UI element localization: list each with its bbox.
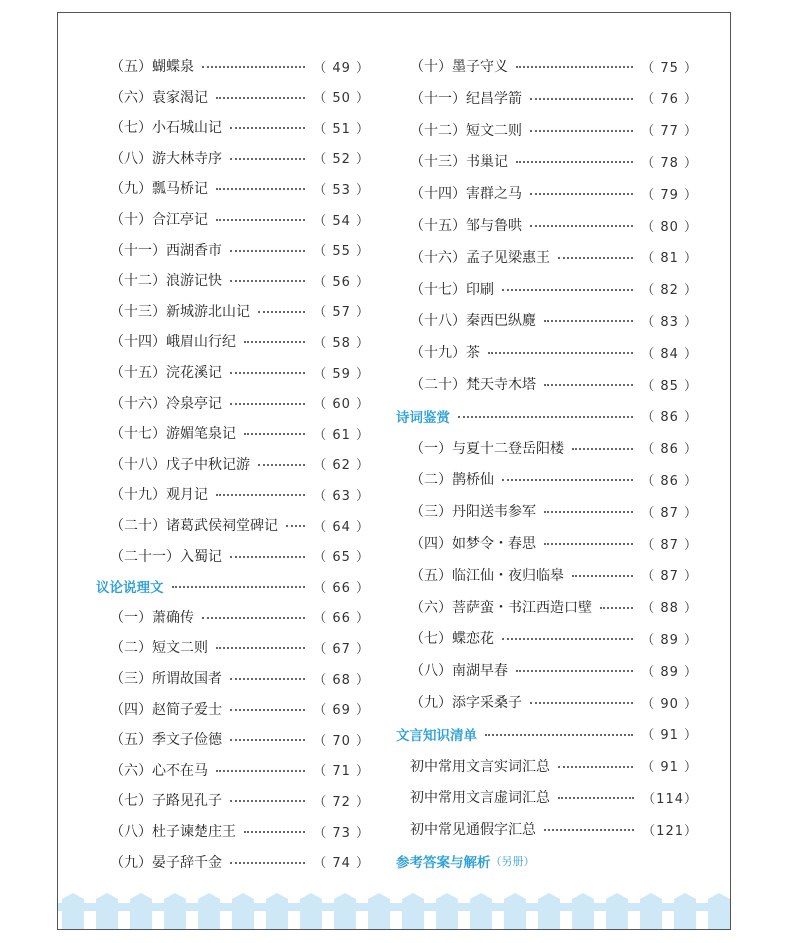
- fence-picket: [606, 893, 628, 929]
- leader-dots: [485, 734, 633, 736]
- leader-dots: [230, 800, 305, 802]
- fence-picket: [402, 893, 424, 929]
- toc-entry-title: （十四）峨眉山行纪: [110, 334, 236, 351]
- page-frame: [57, 12, 731, 930]
- leader-dots: [216, 494, 305, 496]
- toc-entry: [110, 727, 370, 751]
- toc-page-number: （ 54 ）: [313, 213, 370, 229]
- toc-entry-title: （十）合江亭记: [110, 212, 208, 228]
- toc-page-number: （ 73 ）: [313, 825, 370, 841]
- leader-dots: [530, 702, 633, 704]
- leader-dots: [530, 193, 633, 195]
- fence-picket: [572, 893, 594, 929]
- fence-picket: [232, 893, 254, 929]
- toc-entry: [110, 115, 370, 139]
- toc-entry: [110, 268, 370, 292]
- toc-page-number: （ 64 ）: [313, 519, 370, 535]
- toc-page-number: （ 53 ）: [313, 182, 370, 198]
- leader-dots: [502, 479, 633, 481]
- leader-dots: [230, 862, 305, 864]
- toc-entry: [110, 544, 370, 568]
- toc-entry: [110, 421, 370, 445]
- toc-page-number: （ 70 ）: [313, 733, 370, 749]
- toc-entry-title: （七）子路见孔子: [110, 793, 222, 810]
- leader-dots: [230, 678, 305, 680]
- toc-entry: [410, 754, 698, 778]
- toc-entry-title: （十六）孟子见梁惠王: [410, 249, 550, 266]
- toc-page-number: （ 59 ）: [313, 366, 370, 382]
- leader-dots: [244, 341, 305, 343]
- toc-entry-title: 参考答案与解析: [396, 855, 491, 871]
- toc-page-number: （ 62 ）: [313, 458, 370, 474]
- leader-dots: [230, 158, 305, 160]
- leader-dots: [544, 829, 634, 831]
- toc-entry: [410, 54, 698, 78]
- toc-entry: [110, 482, 370, 506]
- leader-dots: [216, 188, 305, 190]
- toc-entry: [410, 658, 698, 682]
- toc-entry: [110, 850, 370, 874]
- fence-picket: [368, 893, 390, 929]
- toc-page-number: （ 66 ）: [313, 611, 370, 627]
- leader-dots: [544, 320, 633, 322]
- toc-page-number: （ 90 ）: [641, 696, 698, 712]
- leader-dots: [244, 433, 305, 435]
- fence-picket: [62, 893, 84, 929]
- leader-dots: [230, 403, 305, 405]
- fence-picket: [300, 893, 322, 929]
- toc-entry-title: 初中常用文言虚词汇总: [410, 790, 550, 807]
- toc-entry: [110, 788, 370, 812]
- toc-page-number: （ 56 ）: [313, 274, 370, 290]
- toc-page-number: （ 61 ）: [313, 427, 370, 443]
- leader-dots: [230, 556, 305, 558]
- picket-fence-decoration: [58, 893, 731, 929]
- toc-entry: [410, 595, 698, 619]
- toc-entry: [110, 513, 370, 537]
- toc-entry-title: （十三）新城游北山记: [110, 303, 250, 320]
- toc-entry-title: （十八）戊子中秋记游: [110, 456, 250, 473]
- leader-dots: [230, 372, 305, 374]
- toc-page-number: （ 89 ）: [641, 664, 698, 680]
- leader-dots: [544, 384, 633, 386]
- toc-entry-title: （五）季文子俭德: [110, 732, 222, 749]
- fence-picket: [436, 893, 458, 929]
- toc-entry-title: （六）菩萨蛮・书江西造口壁: [410, 599, 592, 616]
- toc-entry-title: （一）萧确传: [110, 609, 194, 626]
- toc-entry-title: （七）蝶恋花: [410, 631, 494, 648]
- fence-picket: [334, 893, 356, 929]
- toc-entry-note: （另册）: [490, 855, 535, 868]
- leader-dots: [286, 525, 305, 527]
- leader-dots: [230, 739, 305, 741]
- toc-entry: [410, 181, 698, 205]
- leader-dots: [216, 647, 305, 649]
- toc-entry-title: （二十一）入蜀记: [110, 548, 222, 565]
- toc-entry-title: （八）杜子谏楚庄王: [110, 824, 236, 840]
- toc-entry-title: （四）赵简子爱士: [110, 701, 222, 718]
- toc-entry-title: （九）瓢马桥记: [110, 181, 208, 198]
- toc-entry: [110, 176, 370, 200]
- toc-page-number: （ 87 ）: [641, 569, 698, 585]
- toc-page-number: （ 86 ）: [641, 473, 698, 489]
- toc-entry-title: （五）蝴蝶泉: [110, 59, 194, 75]
- toc-page-number: （ 81 ）: [641, 251, 698, 267]
- leader-dots: [530, 225, 633, 227]
- toc-entry: [410, 690, 698, 714]
- toc-entry-title: （三）丹阳送韦参军: [410, 504, 536, 521]
- toc-page-number: （ 63 ）: [313, 488, 370, 504]
- toc-entry-title: （十九）茶: [410, 345, 480, 362]
- toc-entry: [110, 329, 370, 353]
- toc-page-number: （ 77 ）: [641, 124, 698, 140]
- toc-entry: [410, 308, 698, 332]
- toc-entry-title: （十五）浣花溪记: [110, 365, 222, 381]
- leader-dots: [530, 98, 633, 100]
- toc-entry-title: （八）南湖早春: [410, 663, 508, 680]
- toc-page-number: （ 91 ）: [641, 728, 698, 744]
- toc-entry-title: （一）与夏十二登岳阳楼: [410, 440, 564, 457]
- toc-page-number: （ 85 ）: [641, 378, 698, 394]
- toc-page-number: （ 49 ）: [313, 60, 370, 76]
- toc-entry: [110, 605, 370, 629]
- toc-page-number: （121）: [642, 823, 698, 839]
- toc-entry: [110, 697, 370, 721]
- toc-page-number: （ 75 ）: [641, 60, 698, 76]
- leader-dots: [558, 766, 633, 768]
- leader-dots: [230, 709, 305, 711]
- toc-page-number: （ 89 ）: [641, 632, 698, 648]
- toc-entry: [410, 340, 698, 364]
- toc-page-number: （ 50 ）: [313, 91, 370, 107]
- toc-page-number: （ 83 ）: [641, 314, 698, 330]
- toc-entry-title: （八）游大林寺序: [110, 150, 222, 167]
- leader-dots: [516, 670, 633, 672]
- toc-entry-title: （三）所谓故国者: [110, 671, 222, 687]
- leader-dots: [258, 311, 305, 313]
- toc-entry: [110, 666, 370, 690]
- toc-entry-title: 议论说理文: [96, 580, 164, 597]
- leader-dots: [202, 66, 305, 68]
- toc-entry-title: （十六）冷泉亭记: [110, 395, 222, 412]
- leader-dots: [600, 607, 633, 609]
- fence-picket: [164, 893, 186, 929]
- toc-entry-title: （五）临江仙・夜归临皋: [410, 567, 564, 584]
- fence-picket: [708, 893, 730, 929]
- toc-entry-title: （十三）书巢记: [410, 154, 508, 171]
- toc-entry: [410, 563, 698, 587]
- toc-entry-title: 初中常用文言实词汇总: [410, 758, 550, 775]
- leader-dots: [516, 161, 633, 163]
- toc-page-number: （ 84 ）: [641, 346, 698, 362]
- toc-page-number: （ 86 ）: [641, 442, 698, 458]
- toc-page-number: （ 78 ）: [641, 155, 698, 171]
- fence-picket: [470, 893, 492, 929]
- toc-entry-title: （六）心不在马: [110, 762, 208, 779]
- toc-page-number: （ 60 ）: [313, 397, 370, 413]
- fence-picket: [674, 893, 696, 929]
- toc-entry: [110, 758, 370, 782]
- leader-dots: [572, 448, 633, 450]
- leader-dots: [458, 416, 633, 418]
- leader-dots: [530, 130, 633, 132]
- leader-dots: [216, 770, 305, 772]
- toc-entry-title: （十）墨子守义: [410, 59, 508, 75]
- toc-page-number: （ 74 ）: [313, 856, 370, 872]
- toc-page-number: （ 88 ）: [641, 601, 698, 617]
- leader-dots: [558, 797, 634, 799]
- toc-entry: [410, 86, 698, 110]
- fence-rail: [58, 903, 731, 911]
- toc-entry: [410, 277, 698, 301]
- toc-entry-title: （七）小石城山记: [110, 120, 222, 137]
- toc-page-number: （ 87 ）: [641, 537, 698, 553]
- toc-entry: [110, 391, 370, 415]
- toc-entry: [410, 436, 698, 460]
- toc-entry: [110, 146, 370, 170]
- leader-dots: [544, 511, 633, 513]
- toc-entry-title: （二）鹊桥仙: [410, 472, 494, 489]
- leader-dots: [216, 97, 305, 99]
- toc-page-number: （ 72 ）: [313, 794, 370, 810]
- leader-dots: [488, 352, 633, 354]
- toc-entry-title: （十二）浪游记快: [110, 273, 222, 290]
- toc-page-number: （ 67 ）: [313, 641, 370, 657]
- toc-entry: [110, 635, 370, 659]
- toc-page-number: （ 51 ）: [313, 121, 370, 137]
- toc-entry-title: 诗词鉴赏: [396, 409, 450, 426]
- leader-dots: [502, 638, 633, 640]
- fence-picket: [198, 893, 220, 929]
- toc-entry-title: （十二）短文二则: [410, 122, 522, 139]
- toc-entry: [410, 149, 698, 173]
- toc-page-number: （ 65 ）: [313, 550, 370, 566]
- toc-page-number: （ 71 ）: [313, 764, 370, 780]
- toc-page-number: （114）: [642, 791, 698, 807]
- toc-entry: [110, 819, 370, 843]
- toc-entry-title: （十八）秦西巴纵麑: [410, 313, 536, 330]
- toc-entry: [410, 245, 698, 269]
- toc-entry: [110, 207, 370, 231]
- toc-page-number: （ 86 ）: [641, 410, 698, 426]
- toc-entry: [110, 238, 370, 262]
- toc-entry-title: （十七）印刷: [410, 281, 494, 298]
- toc-page-number: （ 55 ）: [313, 244, 370, 260]
- leader-dots: [172, 586, 306, 588]
- toc-entry-title: （二）短文二则: [110, 640, 208, 657]
- toc-entry-title: （九）添字采桑子: [410, 695, 522, 711]
- toc-entry: [110, 54, 370, 78]
- toc-section-heading: [396, 849, 698, 873]
- toc-entry: [410, 626, 698, 650]
- leader-dots: [502, 289, 633, 291]
- toc-section-heading: [396, 722, 698, 746]
- toc-entry-title: 文言知识清单: [396, 727, 477, 744]
- toc-page-number: （ 82 ）: [641, 283, 698, 299]
- toc-page-number: （ 57 ）: [313, 305, 370, 321]
- toc-page-number: （ 66 ）: [313, 580, 370, 596]
- fence-picket: [96, 893, 118, 929]
- leader-dots: [558, 257, 633, 259]
- toc-entry: [110, 360, 370, 384]
- toc-entry: [410, 817, 698, 841]
- leader-dots: [230, 250, 305, 252]
- leader-dots: [244, 831, 305, 833]
- toc-entry: [410, 531, 698, 555]
- toc-entry-title: （四）如梦令・春思: [410, 536, 536, 552]
- leader-dots: [544, 543, 633, 545]
- toc-entry-title: （十五）邹与鲁哄: [410, 218, 522, 234]
- toc-entry: [410, 499, 698, 523]
- toc-entry: [410, 785, 698, 809]
- toc-entry-title: （十四）害群之马: [410, 186, 522, 203]
- toc-page-number: （ 80 ）: [641, 219, 698, 235]
- toc-page-number: （ 52 ）: [313, 152, 370, 168]
- fence-picket: [640, 893, 662, 929]
- leader-dots: [258, 464, 305, 466]
- toc-page-number: （ 79 ）: [641, 187, 698, 203]
- leader-dots: [230, 127, 305, 129]
- toc-entry: [110, 452, 370, 476]
- toc-page-number: （ 91 ）: [641, 760, 698, 776]
- toc-section-heading: [396, 404, 698, 428]
- fence-picket: [504, 893, 526, 929]
- toc-section-heading: [96, 574, 370, 598]
- toc-entry-title: （二十）诸葛武侯祠堂碑记: [110, 518, 278, 534]
- leader-dots: [202, 617, 305, 619]
- toc-page-number: （ 58 ）: [313, 335, 370, 351]
- toc-entry: [110, 299, 370, 323]
- toc-entry-title: （十七）游媚笔泉记: [110, 426, 236, 443]
- fence-picket: [266, 893, 288, 929]
- toc-entry-title: （二十）梵天寺木塔: [410, 377, 536, 393]
- toc-entry-title: （十一）西湖香市: [110, 242, 222, 259]
- toc-page-number: （ 87 ）: [641, 505, 698, 521]
- toc-entry: [410, 467, 698, 491]
- fence-picket: [538, 893, 560, 929]
- toc-entry-title: （十九）观月记: [110, 487, 208, 504]
- toc-entry-title: （九）晏子辞千金: [110, 854, 222, 871]
- toc-entry: [410, 213, 698, 237]
- toc-entry-title: （六）袁家渴记: [110, 89, 208, 106]
- toc-entry: [410, 372, 698, 396]
- leader-dots: [230, 280, 305, 282]
- toc-entry-title: 初中常见通假字汇总: [410, 822, 536, 839]
- toc-entry-title: （十一）纪昌学箭: [410, 90, 522, 107]
- leader-dots: [516, 66, 633, 68]
- toc-entry: [410, 118, 698, 142]
- toc-page-number: （ 68 ）: [313, 672, 370, 688]
- toc-page-number: （ 69 ）: [313, 703, 370, 719]
- toc-entry: [110, 85, 370, 109]
- fence-picket: [130, 893, 152, 929]
- leader-dots: [216, 219, 305, 221]
- leader-dots: [572, 575, 633, 577]
- toc-page-number: （ 76 ）: [641, 92, 698, 108]
